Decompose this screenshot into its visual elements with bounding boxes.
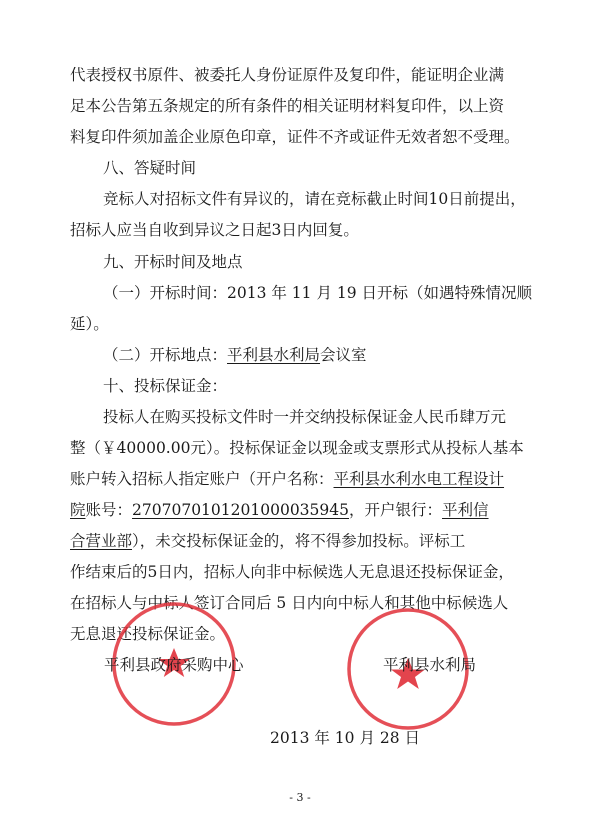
label: （二）开标地点： — [103, 346, 228, 364]
bank-value: 平利信 — [442, 501, 489, 519]
signatory-right: 平利县水利局 — [383, 656, 477, 674]
bank-value: 合营业部 — [70, 532, 133, 550]
text-line: 作结束后的5日内，招标人向非中标候选人无息退还投标保证金， — [70, 563, 514, 581]
text-line: 招标人应当自收到异议之日起3日内回复。 — [70, 221, 359, 239]
text-line: 整（￥40000.00元）。投标保证金以现金或支票形式从投标人基本 — [70, 439, 524, 457]
label: 账户转入招标人指定账户（开户名称： — [70, 470, 334, 488]
text-line: 料复印件须加盖企业原色印章，证件不齐或证件无效者恕不受理。 — [70, 128, 520, 146]
text-line: 代表授权书原件、被委托人身份证原件及复印件，能证明企业满 — [70, 66, 505, 84]
label: 账号： — [85, 501, 133, 519]
section-heading: 十、投标保证金： — [103, 377, 228, 395]
page-number: - 3 - — [289, 791, 311, 804]
text-line — [103, 344, 367, 366]
text-line: 投标人在购买投标文件时一并交纳投标保证金人民币肆万元 — [103, 408, 507, 426]
label: 会议室 — [320, 346, 367, 364]
text-line: 延）。 — [70, 315, 109, 333]
text-line: （一）开标时间：2013 年 11 月 19 日开标（如遇特殊情况顺 — [103, 284, 533, 302]
signatory-left: 平利县政府采购中心 — [104, 656, 244, 674]
location-value: 平利县水利局 — [227, 346, 321, 364]
text-line: 无息退还投标保证金。 — [70, 625, 226, 643]
document-date: 2013 年 10 月 28 日 — [270, 729, 421, 747]
account-name-value: 院 — [70, 501, 86, 519]
text-line — [70, 530, 465, 552]
section-heading: 八、答疑时间 — [103, 159, 197, 177]
text-line: 足本公告第五条规定的所有条件的相关证明材料复印件，以上资 — [70, 97, 505, 115]
text-line — [70, 499, 489, 521]
label: ，开户银行： — [349, 501, 443, 519]
account-number-value: 27070701012010000359​45 — [132, 501, 349, 519]
section-heading: 九、开标时间及地点 — [103, 253, 243, 271]
text-line: 在招标人与中标人签订合同后 5 日内向中标人和其他中标候选人 — [70, 594, 509, 612]
text-line: 竞标人对招标文件有异议的，请在竞标截止时间10日前提出， — [103, 190, 526, 208]
text-line — [70, 468, 504, 490]
account-name-value: 平利县水利水电工程设计 — [333, 470, 505, 488]
label: ），未交投标保证金的，将不得参加投标。评标工 — [132, 532, 466, 550]
